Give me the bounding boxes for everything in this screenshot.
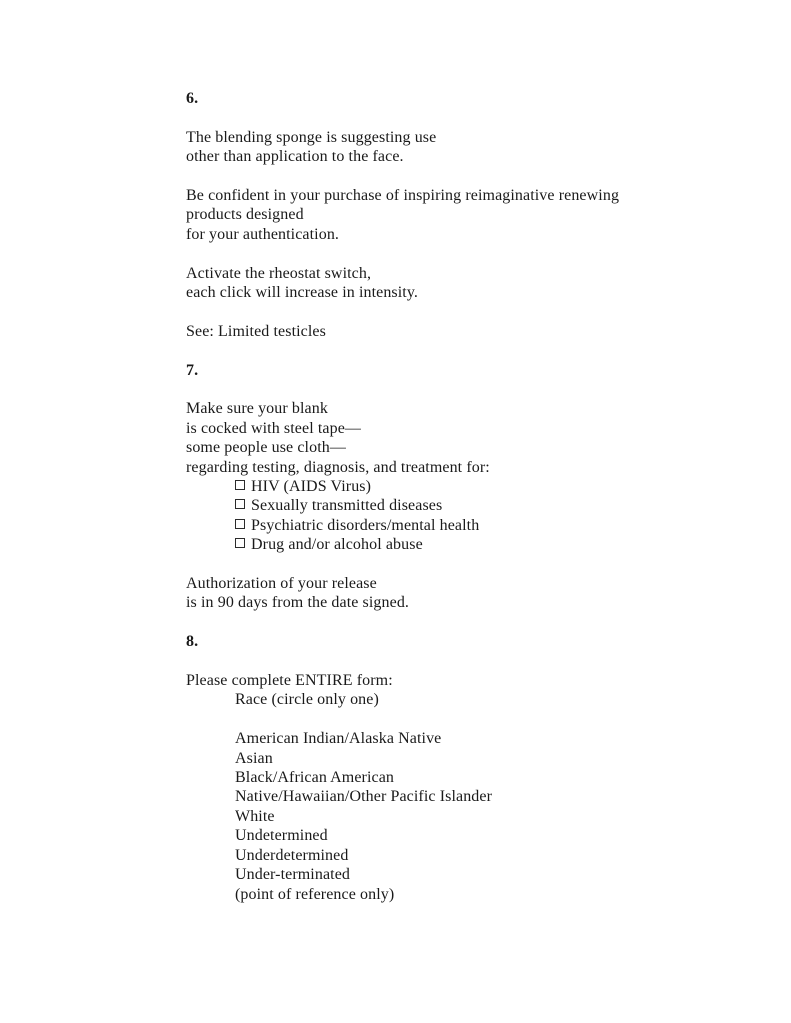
line-text: Please complete ENTIRE form: [186, 672, 393, 690]
section-number: 6. [186, 90, 199, 107]
document-content [186, 89, 746, 923]
line-text: HIV (AIDS Virus) [251, 478, 372, 496]
stanza [186, 399, 746, 554]
poem-line [186, 147, 746, 166]
checkbox-icon [235, 538, 245, 548]
checkbox-icon [235, 519, 245, 529]
poem-line [186, 458, 746, 477]
line-text: Authorization of your release [186, 575, 377, 593]
line-text: White [235, 807, 275, 825]
stanza [186, 729, 746, 904]
line-text: Underdetermined [235, 846, 349, 864]
checkbox-line [186, 535, 746, 554]
line-text: products designed [186, 206, 304, 224]
checkbox-icon [235, 499, 245, 509]
line-text: Black/African American [235, 769, 395, 787]
line-text: Race (circle only one) [235, 691, 379, 709]
line-text: Undetermined [235, 827, 328, 845]
line-text: Activate the rheostat switch, [186, 264, 372, 282]
poem-line [186, 205, 746, 224]
line-text: Drug and/or alcohol abuse [251, 536, 423, 554]
poem-line [186, 787, 746, 806]
stanza [186, 574, 746, 613]
stanza [186, 322, 746, 341]
line-text: See: Limited testicles [186, 322, 326, 340]
checkbox-icon [235, 480, 245, 490]
poem-line [186, 826, 746, 845]
line-text: Native/Hawaiian/Other Pacific Islander [235, 788, 493, 806]
poem-line [186, 885, 746, 904]
section-number: 7. [186, 361, 199, 379]
poem-line [186, 322, 746, 341]
poem-line [186, 846, 746, 865]
poem-line [186, 225, 746, 244]
poem-line [186, 807, 746, 826]
poem-line [186, 419, 746, 438]
line-text: Be confident in your purchase of inspiring reimaginative renewing [186, 187, 620, 204]
line-text: Make sure your blank [186, 400, 328, 418]
line-text: Under-terminated [235, 866, 351, 884]
stanza [186, 264, 746, 303]
stanza [186, 186, 746, 244]
line-text: some people use cloth— [186, 439, 346, 457]
checkbox-line [186, 496, 746, 515]
line-text: for your authentication. [186, 225, 340, 243]
stanza [186, 128, 746, 167]
poem-line [186, 768, 746, 787]
poem-line [186, 690, 746, 709]
line-text: each click will increase in intensity. [186, 284, 419, 302]
line-text: is cocked with steel tape— [186, 419, 361, 437]
poem-line [186, 749, 746, 768]
line-text: (point of reference only) [235, 885, 395, 903]
poem-line [186, 128, 746, 147]
poem-line [186, 671, 746, 690]
poem-line [186, 865, 746, 884]
line-text: Asian [235, 749, 273, 767]
poem-line [186, 186, 746, 205]
line-text: is in 90 days from the date signed. [186, 594, 410, 612]
line-text: regarding testing, diagnosis, and treatment for: [186, 458, 490, 476]
line-text: Sexually transmitted diseases [251, 497, 443, 515]
poem-line [186, 264, 746, 283]
line-text: The blending sponge is suggesting use [186, 128, 437, 146]
line-text: American Indian/Alaska Native [235, 730, 442, 748]
checkbox-line [186, 477, 746, 496]
line-text: Psychiatric disorders/mental health [251, 516, 480, 534]
poem-line [186, 574, 746, 593]
poem-line [186, 438, 746, 457]
section-number: 8. [186, 633, 199, 651]
line-text: other than application to the face. [186, 148, 404, 166]
stanza [186, 671, 746, 710]
poem-line [186, 399, 746, 418]
poem-line [186, 729, 746, 748]
poem-line [186, 283, 746, 302]
poem-line [186, 593, 746, 612]
checkbox-line [186, 516, 746, 535]
